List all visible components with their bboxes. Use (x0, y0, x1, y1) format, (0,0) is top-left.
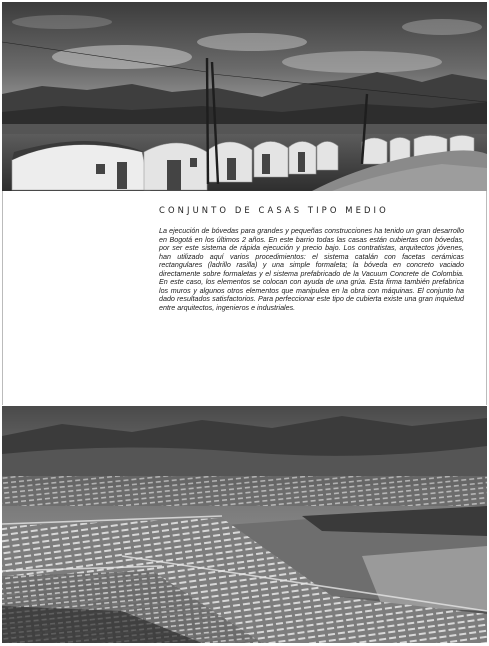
vaulted-houses-photo (2, 2, 487, 191)
aerial-neighborhood-photo (2, 406, 487, 643)
caption-block (2, 191, 487, 405)
vaulted-houses-image (2, 2, 487, 191)
aerial-neighborhood-image (2, 406, 487, 643)
caption-title: CONJUNTO DE CASAS TIPO MEDIO (159, 205, 389, 215)
caption-body: La ejecución de bóvedas para grandes y pequeñas construcciones ha tenido un gran desarrollo en Bogotá en los últimos 2 años. En este barrio todas las casas están cubiertas con bóvedas, por ser este sistema de rápida ejecución y precio bajo. Los contratistas, arquitectos jóvenes, han utilizado aquí varios procedimientos: el sistema catalán con facetas cerámicas rectangulares (ladrillo rasilla) y una simple formaleta; la bóveda en concreto vaciado directamente sobre formaletas y el sistema prefabricado de la Vacuum Concrete de Colombia. En este caso, los elementos se colocan con ayuda de una grúa. Esta firma también prefabrica los muros y algunos otros elementos que manipulea en la obra con máquinas. El conjunto ha dado resultados satisfactorios. Para perfeccionar este tipo de cubierta existe una gran inquietud entre arquitectos, ingenieros e industriales. (159, 227, 464, 312)
